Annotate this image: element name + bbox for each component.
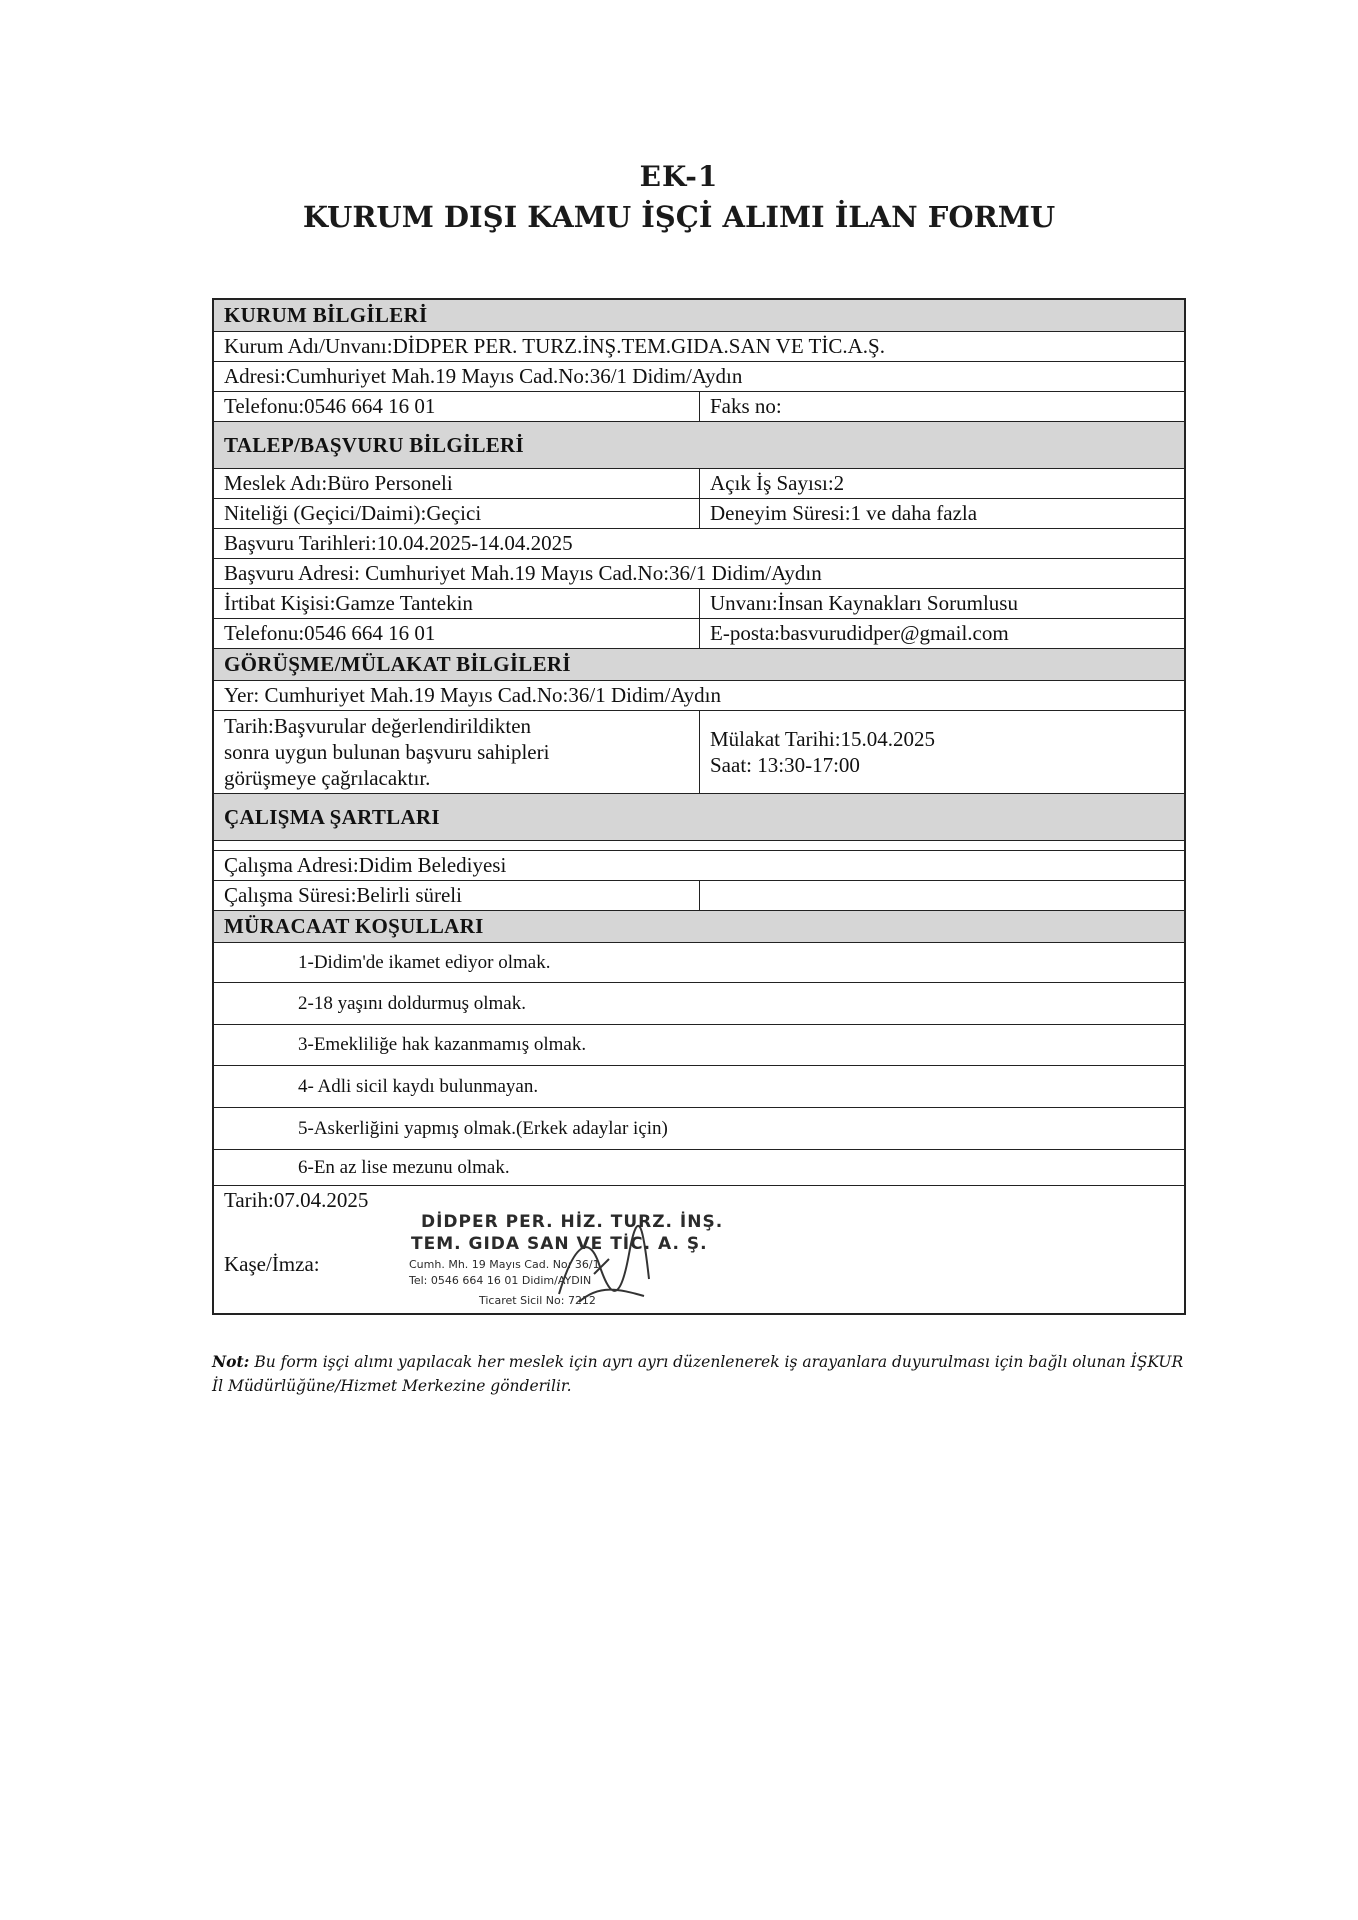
gorusme-tarih-row [214, 711, 1184, 794]
form-title: KURUM DIŞI KAMU İŞÇİ ALIMI İLAN FORMU [302, 200, 1056, 234]
calisma-adresi-row [214, 851, 1184, 881]
calisma-adresi: Çalışma Adresi:Didim Belediyesi [224, 853, 507, 877]
section-kurum-title: KURUM BİLGİLERİ [224, 303, 428, 327]
meslek-adi: Meslek Adı:Büro Personeli [214, 469, 700, 498]
talep-eposta: E-posta:basvurudidper@gmail.com [710, 621, 1009, 645]
section-talep-title: TALEP/BAŞVURU BİLGİLERİ [224, 433, 524, 457]
form-note [212, 1350, 1192, 1398]
kurum-telefon-row [214, 392, 1184, 422]
basvuru-adresi-row [214, 559, 1184, 589]
section-muracaat [214, 911, 1184, 943]
stamp-line: TEM. GIDA SAN VE TİC. A. Ş. [411, 1234, 708, 1254]
calisma-suresi-row [214, 881, 1184, 911]
stamp-line: Cumh. Mh. 19 Mayıs Cad. No: 36/1 [409, 1258, 600, 1271]
section-kurum [214, 300, 1184, 332]
basvuru-tarihleri: Başvuru Tarihleri:10.04.2025-14.04.2025 [224, 531, 573, 555]
talep-iletisim-row [214, 619, 1184, 649]
irtibat-kisisi: İrtibat Kişisi:Gamze Tantekin [214, 589, 700, 618]
muracaat-item: 3-Emekliliğe hak kazanmamış olmak. [214, 1025, 1184, 1066]
kase-imza-label: Kaşe/İmza: [224, 1251, 320, 1276]
mulakat-tarihi: Mülakat Tarihi:15.04.2025 [710, 727, 936, 751]
kurum-adres: Adresi:Cumhuriyet Mah.19 Mayıs Cad.No:36/1 Didim/Aydın [224, 364, 743, 388]
stamp-line: Ticaret Sicil No: 7212 [479, 1294, 596, 1307]
basvuru-adresi: Başvuru Adresi: Cumhuriyet Mah.19 Mayıs Cad.No:36/1 Didim/Aydın [224, 561, 822, 585]
kurum-telefon: Telefonu:0546 664 16 01 [214, 392, 700, 421]
kurum-faks: Faks no: [710, 394, 782, 418]
section-calisma-title: ÇALIŞMA ŞARTLARI [224, 805, 440, 829]
mulakat-bilgisi [700, 711, 1184, 793]
gorusme-tarih-line-2: sonra uygun bulunan başvuru sahipleri [224, 740, 550, 764]
section-gorusme [214, 649, 1184, 681]
irtibat-row [214, 589, 1184, 619]
kase-imza-row [214, 1212, 1184, 1315]
muracaat-item: 2-18 yaşını doldurmuş olmak. [214, 983, 1184, 1025]
stamp-line: Tel: 0546 664 16 01 Didim/AYDIN [409, 1274, 592, 1287]
niteligi: Niteliği (Geçici/Daimi):Geçici [214, 499, 700, 528]
gorusme-tarih [214, 711, 700, 793]
basvuru-tarihleri-row [214, 529, 1184, 559]
muracaat-item: 5-Askerliğini yapmış olmak.(Erkek adaylar için) [214, 1108, 1184, 1150]
muracaat-item: 6-En az lise mezunu olmak. [214, 1150, 1184, 1186]
section-talep [214, 422, 1184, 469]
kurum-adi-row [214, 332, 1184, 362]
meslek-row [214, 469, 1184, 499]
muracaat-item: 4- Adli sicil kaydı bulunmayan. [214, 1066, 1184, 1108]
talep-telefon: Telefonu:0546 664 16 01 [214, 619, 700, 648]
signature-icon [549, 1224, 659, 1314]
section-gorusme-title: GÖRÜŞME/MÜLAKAT BİLGİLERİ [224, 652, 571, 676]
note-label: Not: [212, 1352, 250, 1371]
application-form [212, 298, 1186, 1315]
form-tarih-row [214, 1186, 1184, 1215]
gorusme-yer-row [214, 681, 1184, 711]
note-text: Bu form işçi alımı yapılacak her meslek için ayrı ayrı düzenlenerek iş arayanlara duyurulması için bağlı olunan İŞKUR İl Müdürlüğüne/Hizmet Merkezine gönderilir. [212, 1353, 1184, 1395]
mulakat-saati: Saat: 13:30-17:00 [710, 753, 860, 777]
stamp-line: DİDPER PER. HİZ. TURZ. İNŞ. [421, 1212, 724, 1232]
section-muracaat-title: MÜRACAAT KOŞULLARI [224, 914, 484, 938]
irtibat-unvan: Unvanı:İnsan Kaynakları Sorumlusu [710, 591, 1018, 615]
calisma-spacer [214, 841, 1184, 851]
calisma-suresi-empty [700, 881, 1184, 910]
calisma-suresi: Çalışma Süresi:Belirli süreli [214, 881, 700, 910]
gorusme-tarih-line-1: Tarih:Başvurular değerlendirildikten [224, 714, 532, 738]
deneyim-suresi: Deneyim Süresi:1 ve daha fazla [710, 501, 978, 525]
gorusme-yer: Yer: Cumhuriyet Mah.19 Mayıs Cad.No:36/1 Didim/Aydın [224, 683, 722, 707]
kurum-adres-row [214, 362, 1184, 392]
nitelik-row [214, 499, 1184, 529]
muracaat-item: 1-Didim'de ikamet ediyor olmak. [214, 943, 1184, 983]
form-code: EK-1 [639, 160, 719, 193]
section-calisma [214, 794, 1184, 841]
acik-is-sayisi: Açık İş Sayısı:2 [710, 471, 845, 495]
form-tarih: Tarih:07.04.2025 [224, 1188, 369, 1212]
company-stamp [399, 1214, 759, 1314]
kurum-adi: Kurum Adı/Unvanı:DİDPER PER. TURZ.İNŞ.TEM.GIDA.SAN VE TİC.A.Ş. [224, 334, 885, 358]
gorusme-tarih-line-3: görüşmeye çağrılacaktır. [224, 766, 431, 790]
